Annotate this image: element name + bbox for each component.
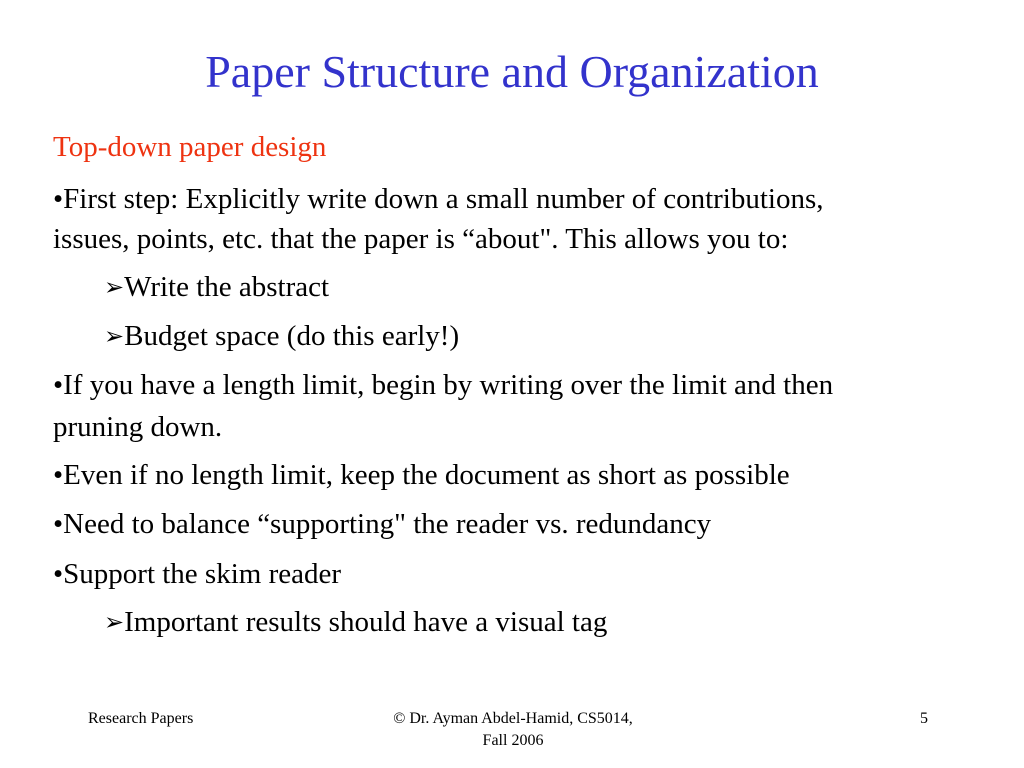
bullet-length-limit-line1: •If you have a length limit, begin by writing over the limit and then [53, 369, 834, 401]
footer-copyright-line2: Fall 2006 [482, 732, 544, 749]
section-subtitle: Top-down paper design [53, 131, 327, 163]
bullet-first-step-line1: •First step: Explicitly write down a small number of contributions, [53, 183, 824, 215]
arrow-bullet-icon: ➢ [104, 324, 125, 350]
slide-title: Paper Structure and Organization [205, 46, 819, 97]
bullet-balance: •Need to balance “supporting" the reader vs. redundancy [53, 508, 712, 540]
sub-bullet-abstract [104, 269, 329, 307]
arrow-bullet-icon: ➢ [104, 610, 125, 636]
footer-copyright [352, 708, 674, 752]
sub-bullet-visual-tag [104, 604, 607, 642]
sub-bullet-label: Write the abstract [124, 271, 330, 303]
sub-bullet-label: Budget space (do this early!) [124, 320, 460, 352]
arrow-bullet-icon: ➢ [104, 275, 125, 301]
bullet-skim-reader: •Support the skim reader [53, 558, 342, 590]
sub-bullet-budget [104, 318, 459, 356]
footer-course-title: Research Papers [88, 710, 194, 727]
bullet-first-step-line2: issues, points, etc. that the paper is “about". This allows you to: [53, 223, 789, 255]
bullet-length-limit-line2: pruning down. [53, 411, 223, 443]
bullet-short-document: •Even if no length limit, keep the document as short as possible [53, 459, 790, 491]
page-number: 5 [920, 710, 928, 727]
sub-bullet-label: Important results should have a visual tag [124, 606, 608, 638]
footer-copyright-line1: © Dr. Ayman Abdel-Hamid, CS5014, [393, 710, 633, 727]
